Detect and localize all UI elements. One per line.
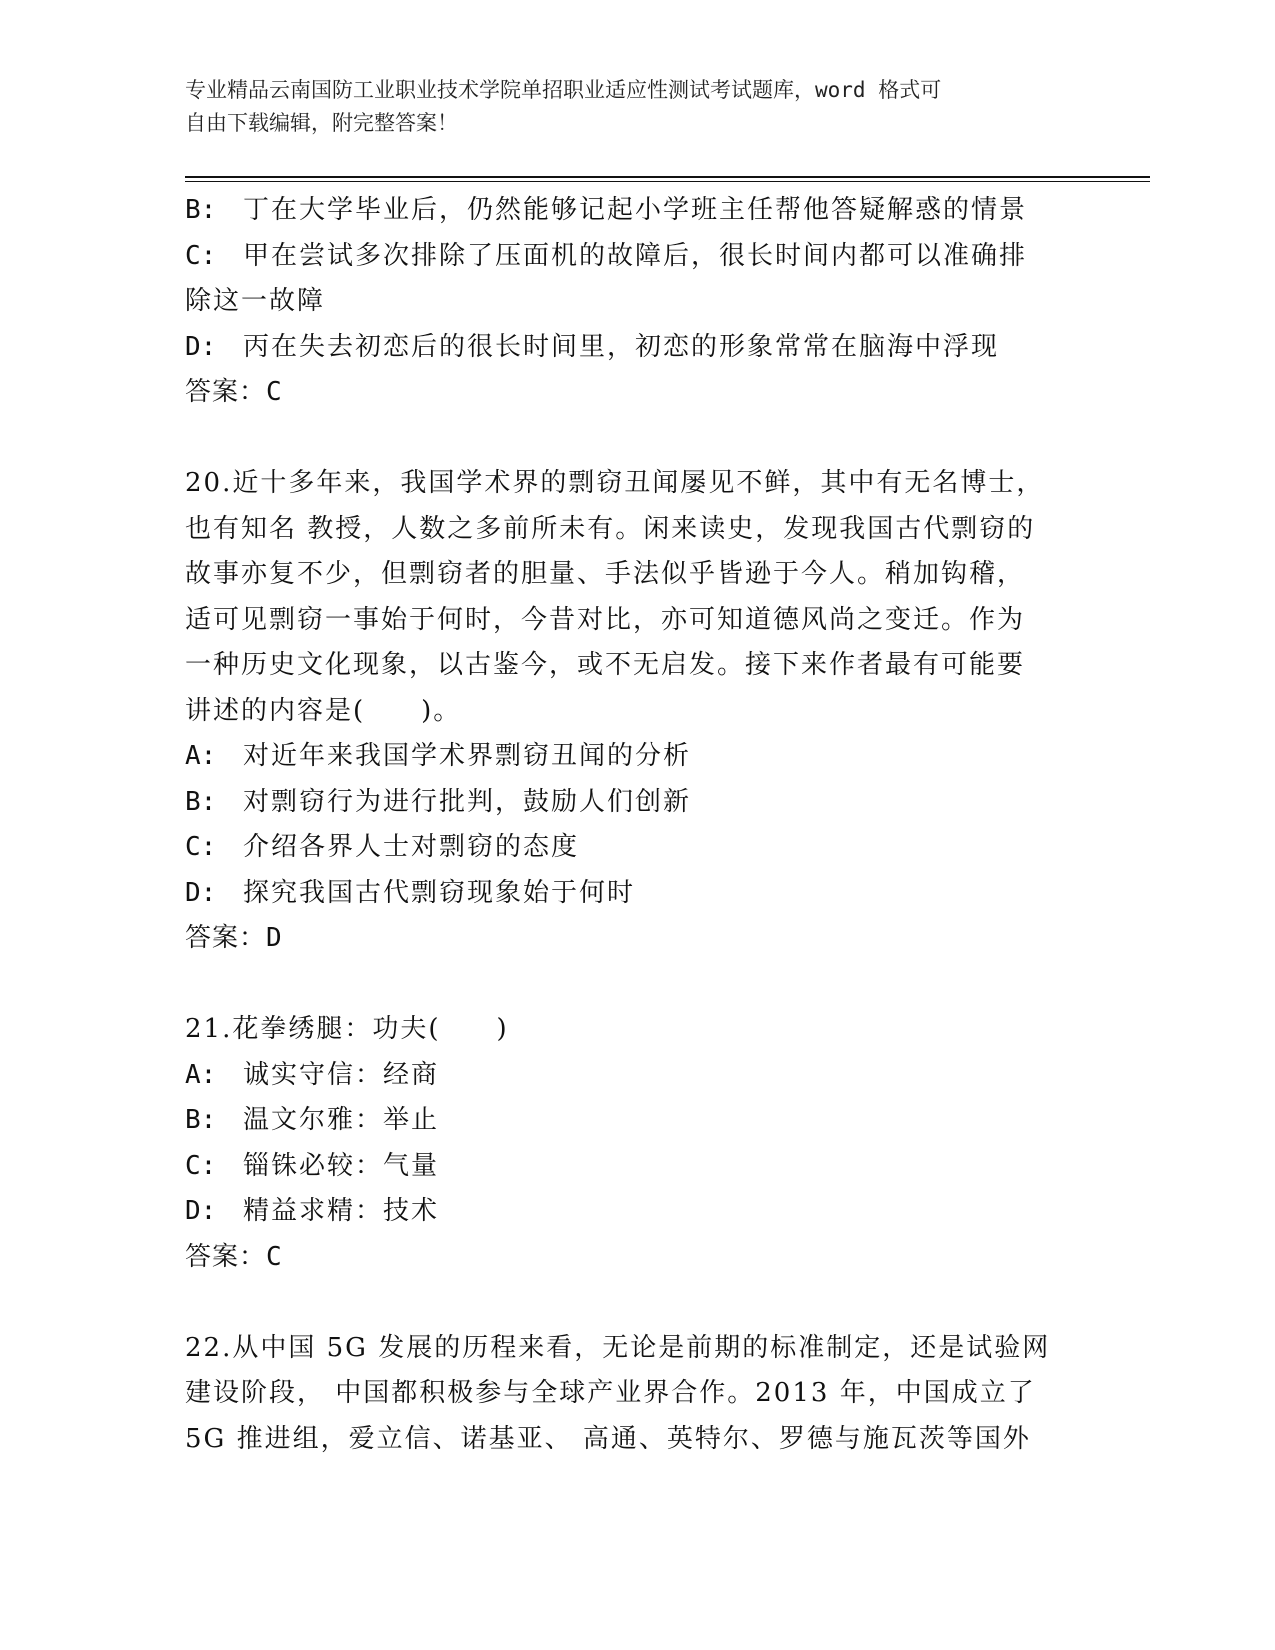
option-key: C:	[185, 832, 217, 862]
option-d	[185, 871, 1065, 917]
option-text: 探究我国古代剽窃现象始于何时	[243, 877, 636, 908]
question-text-line: 21.花拳绣腿：功夫( )	[185, 1014, 509, 1044]
answer-label: 答案：	[185, 923, 267, 953]
option-text: 丙在失去初恋后的很长时间里，初恋的形象常常在脑海中浮现	[243, 331, 1000, 362]
option-d	[185, 325, 1065, 371]
prev-question	[185, 188, 1065, 416]
question-text-line: 也有知名 教授，人数之多前所未有。闲来读史，发现我国古代剽窃的	[185, 513, 1036, 544]
header-line-1: 专业精品云南国防工业职业技术学院单招职业适应性测试考试题库，word 格式可	[185, 78, 942, 102]
option-text: 温文尔雅：举止	[243, 1105, 440, 1135]
question-text-line: 建设阶段， 中国都积极参与全球产业界合作。2013 年，中国成立了	[185, 1378, 1036, 1408]
option-b	[185, 780, 1065, 826]
option-key: C:	[185, 240, 217, 271]
question-text-line: 讲述的内容是( )。	[185, 695, 462, 726]
option-c	[185, 234, 1065, 280]
answer-value: C	[266, 1241, 283, 1272]
question-text-line: 故事亦复不少，但剽窃者的胆量、手法似乎皆逊于今人。稍加钩稽，	[185, 559, 1026, 589]
header-rule-thin	[185, 181, 1150, 182]
option-key: C:	[185, 1150, 217, 1181]
answer-label: 答案：	[185, 377, 267, 407]
option-key: B:	[185, 1105, 217, 1135]
answer-line	[185, 916, 1065, 962]
question-text-line: 适可见剽窃一事始于何时，今昔对比，亦可知道德风尚之变迁。作为	[185, 604, 1026, 635]
page-header	[185, 74, 1065, 140]
option-c	[185, 825, 1065, 871]
header-rule-thick	[185, 176, 1150, 178]
option-key: B:	[185, 786, 217, 817]
option-key: B:	[185, 195, 217, 225]
header-line-2: 自由下载编辑，附完整答案！	[185, 111, 458, 135]
question-22	[185, 1326, 1065, 1463]
option-key: D:	[185, 331, 217, 362]
option-text: 介绍各界人士对剽窃的态度	[243, 832, 580, 862]
answer-line	[185, 370, 1065, 416]
option-key: D:	[185, 1196, 217, 1226]
option-a	[185, 1053, 1065, 1099]
question-text-line: 20.近十多年来，我国学术界的剽窃丑闻屡见不鲜，其中有无名博士，	[185, 468, 1045, 498]
option-text: 对近年来我国学术界剽窃丑闻的分析	[243, 741, 692, 771]
option-key: A:	[185, 741, 217, 771]
option-b	[185, 188, 1065, 234]
option-text: 诚实守信：经商	[243, 1059, 440, 1090]
spacer	[185, 962, 1065, 1008]
answer-value: D	[266, 923, 283, 953]
answer-value: C	[266, 377, 283, 407]
answer-label: 答案：	[185, 1241, 267, 1272]
question-text-line: 5G 推进组，爱立信、诺基亚、 高通、英特尔、罗德与施瓦茨等国外	[185, 1423, 1031, 1454]
option-b	[185, 1098, 1065, 1144]
option-d	[185, 1189, 1065, 1235]
question-21	[185, 1007, 1065, 1280]
option-c-continued: 除这一故障	[185, 286, 326, 316]
option-key: A:	[185, 1059, 217, 1090]
question-text-line: 一种历史文化现象，以古鉴今，或不无启发。接下来作者最有可能要	[185, 650, 1026, 680]
option-c	[185, 1144, 1065, 1190]
option-text: 甲在尝试多次排除了压面机的故障后，很长时间内都可以准确排	[243, 240, 1028, 271]
answer-line	[185, 1235, 1065, 1281]
spacer	[185, 1280, 1065, 1326]
option-text: 丁在大学毕业后，仍然能够记起小学班主任帮他答疑解惑的情景	[243, 195, 1028, 225]
spacer	[185, 416, 1065, 462]
option-key: D:	[185, 877, 217, 908]
option-text: 锱铢必较：气量	[243, 1150, 440, 1181]
question-text-line: 22.从中国 5G 发展的历程来看，无论是前期的标准制定，还是试验网	[185, 1332, 1051, 1363]
option-text: 对剽窃行为进行批判，鼓励人们创新	[243, 786, 692, 817]
document-body	[185, 188, 1065, 1462]
option-a	[185, 734, 1065, 780]
question-20	[185, 461, 1065, 962]
option-text: 精益求精：技术	[243, 1196, 440, 1226]
